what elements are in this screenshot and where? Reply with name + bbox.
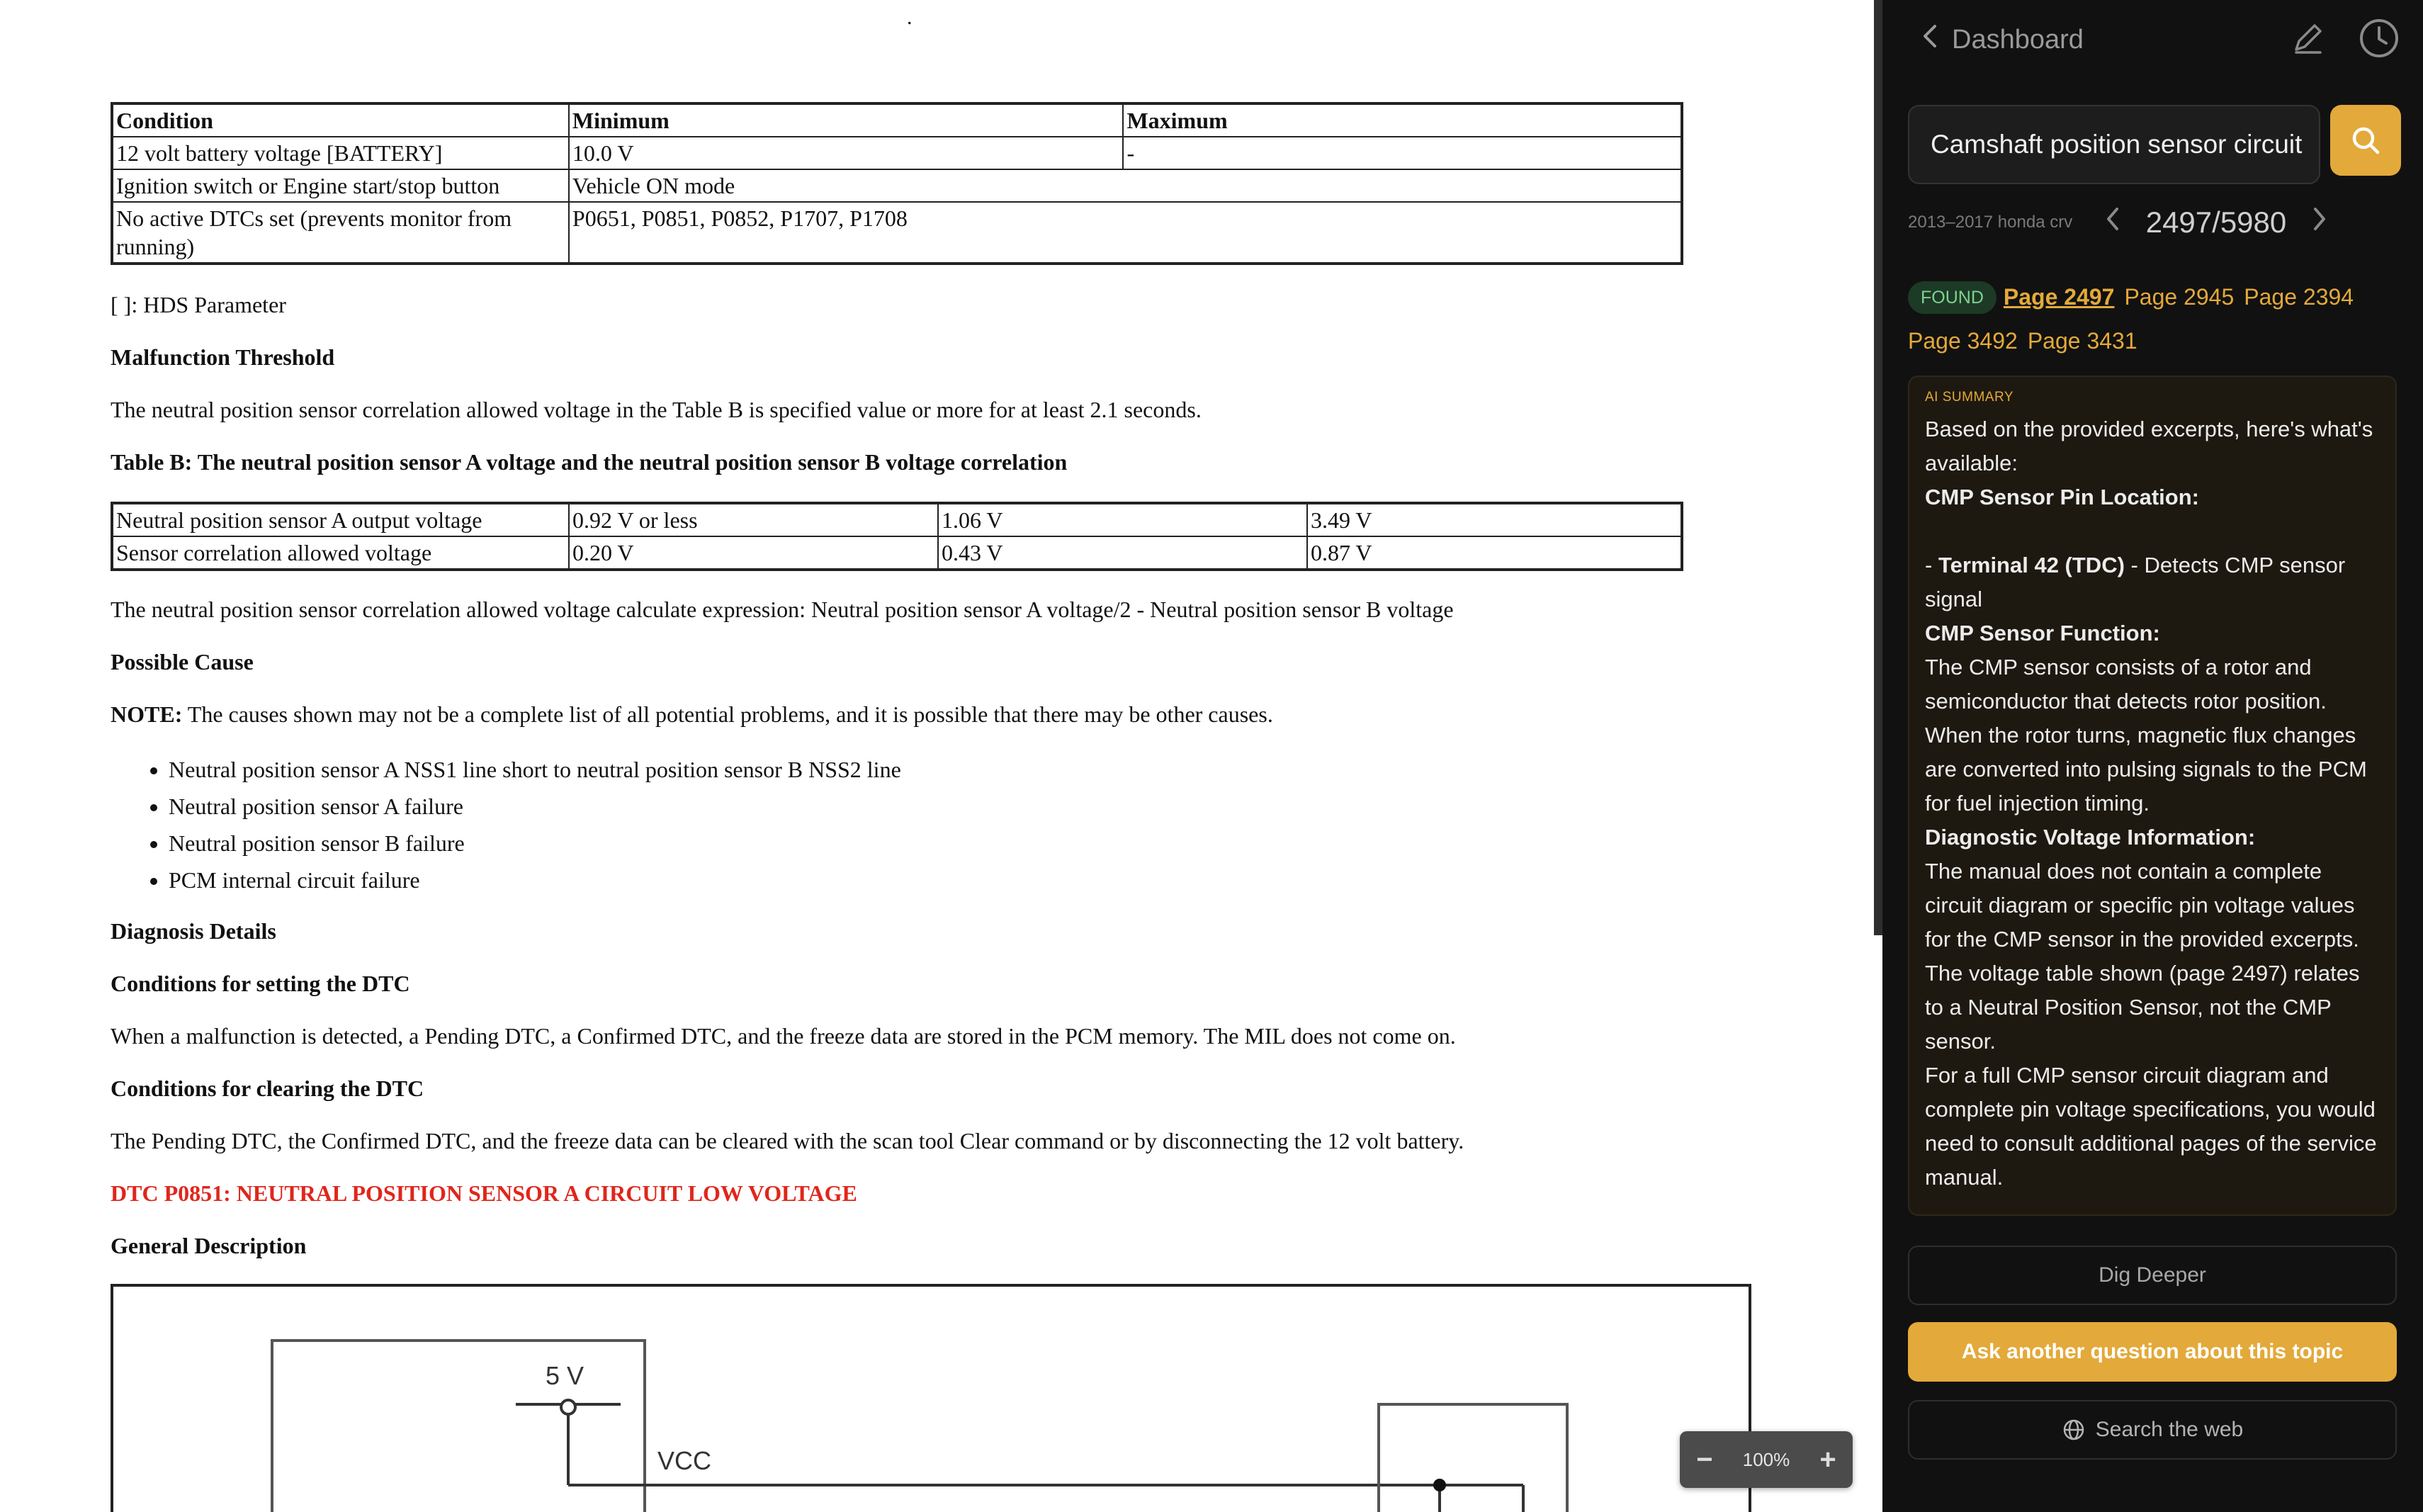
table-cell: 1.06 V [938, 503, 1307, 536]
junction-dot [1433, 1479, 1446, 1491]
manual-title: 2013–2017 honda crv [1908, 213, 2073, 232]
dig-deeper-button[interactable]: Dig Deeper [1908, 1246, 2397, 1305]
search-row [1908, 105, 2397, 184]
search-web-button[interactable] [1908, 1400, 2397, 1460]
label-vcc: VCC [657, 1446, 712, 1475]
sensor-box [1379, 1404, 1567, 1512]
search-box [1908, 105, 2320, 184]
malfunction-text: The neutral position sensor correlation allowed voltage in the Table B is specified value or more for at least 2.1 seconds. [111, 397, 1202, 422]
search-button[interactable] [2330, 105, 2401, 176]
causes-list [111, 751, 901, 898]
summary-paragraph: For a full CMP sensor circuit diagram and complete pin voltage specifications, you would need to consult additional pages of the service manual. [1925, 1063, 2377, 1190]
sidebar-header [1918, 20, 2400, 60]
table-row [112, 137, 1682, 169]
expression-text: The neutral position sensor correlation allowed voltage calculate expression: Neutral position sensor A voltage/2 - Neutral position sensor B voltage [111, 597, 1454, 622]
next-page-button[interactable] [2298, 205, 2340, 241]
table-cell: 0.20 V [569, 536, 938, 570]
page-link[interactable]: Page 2394 [2244, 284, 2354, 310]
table-cell: 10.0 V [569, 137, 1124, 169]
list-item: • Neutral position sensor B failure [169, 825, 901, 862]
list-item: • Neutral position sensor A NSS1 line short to neutral position sensor B NSS2 line [169, 751, 901, 788]
table-cell: 12 volt battery voltage [BATTERY] [112, 137, 569, 169]
zoom-out-button[interactable]: − [1696, 1443, 1713, 1475]
note-label: NOTE: [111, 701, 183, 727]
summary-paragraph: The CMP sensor consists of a rotor and semiconductor that detects rotor position. When the rotor turns, magnetic flux changes are converted into pulsing signals to the PCM for fuel injection timing. [1925, 655, 2367, 816]
table-header: Condition [112, 103, 569, 137]
table-cell: Vehicle ON mode [569, 169, 1682, 202]
edit-button[interactable] [2289, 20, 2326, 60]
hds-note: [ ]: HDS Parameter [111, 292, 286, 317]
found-pages [1908, 275, 2404, 363]
summary-item-bold: Terminal 42 (TDC) [1938, 553, 2125, 577]
search-input[interactable] [1909, 106, 2313, 183]
label-5v: 5 V [546, 1361, 584, 1390]
table-row [112, 169, 1682, 202]
table-row [112, 536, 1682, 570]
table-header: Minimum [569, 103, 1124, 137]
summary-heading: CMP Sensor Function: [1925, 621, 2160, 645]
document-scrollbar[interactable] [1874, 0, 1882, 935]
table-cell: 0.92 V or less [569, 503, 938, 536]
page-link[interactable]: Page 2945 [2124, 284, 2235, 310]
zoom-control [1680, 1431, 1853, 1488]
table-header: Maximum [1123, 103, 1682, 137]
back-label[interactable]: Dashboard [1952, 24, 2084, 55]
summary-intro: Based on the provided excerpts, here's what's available: [1925, 417, 2373, 475]
page-link[interactable]: Page 3431 [2027, 328, 2137, 354]
possible-cause-heading: Possible Cause [111, 649, 254, 675]
note-text: The causes shown may not be a complete list of all potential problems, and it is possible that there may be other causes. [182, 701, 1273, 727]
table-cell: 0.87 V [1307, 536, 1682, 570]
correlation-table [111, 502, 1683, 571]
back-button[interactable] [1918, 21, 1943, 60]
prev-page-button[interactable] [2092, 205, 2135, 241]
summary-heading: CMP Sensor Pin Location: [1925, 485, 2199, 509]
page-marker: . [907, 6, 913, 29]
clock-icon [2359, 18, 2400, 59]
clearing-heading: Conditions for clearing the DTC [111, 1076, 424, 1101]
summary-paragraph: The manual does not contain a complete circuit diagram or specific pin voltage values for the CMP sensor in the provided excerpts. The voltage table shown (page 2497) relates to a Neutral Position Sensor, not the CMP sensor. [1925, 859, 2360, 1054]
table-cell: Sensor correlation allowed voltage [112, 536, 569, 570]
list-item: • PCM internal circuit failure [169, 862, 901, 898]
ai-summary-text [1925, 412, 2380, 1195]
ai-summary-card [1908, 376, 2397, 1216]
setting-heading: Conditions for setting the DTC [111, 971, 410, 996]
chevron-left-icon [1918, 21, 1943, 52]
table-cell: No active DTCs set (prevents monitor from running) [112, 202, 569, 264]
general-description-heading: General Description [111, 1233, 307, 1258]
page-indicator: 2497/5980 [2145, 205, 2287, 239]
vcc-terminal [561, 1400, 575, 1414]
assistant-sidebar [1882, 0, 2423, 1512]
clearing-text: The Pending DTC, the Confirmed DTC, and the freeze data can be cleared with the scan tool Clear command or by disconnecting the 12 volt battery. [111, 1128, 1464, 1153]
search-icon [2349, 124, 2382, 157]
summary-heading: Diagnostic Voltage Information: [1925, 825, 2256, 850]
diagnosis-heading: Diagnosis Details [111, 918, 276, 944]
table-cell: Ignition switch or Engine start/stop button [112, 169, 569, 202]
zoom-in-button[interactable]: + [1819, 1443, 1836, 1475]
page-link[interactable]: Page 3492 [1908, 328, 2018, 354]
list-item: • Neutral position sensor A failure [169, 788, 901, 825]
zoom-level: 100% [1742, 1448, 1790, 1470]
circuit-diagram-svg [113, 1287, 1749, 1512]
table-b-heading: Table B: The neutral position sensor A voltage and the neutral position sensor B voltage correlation [111, 449, 1068, 475]
malfunction-heading: Malfunction Threshold [111, 344, 335, 370]
page-link[interactable]: Page 2497 [2003, 284, 2115, 310]
page-navigator [1908, 200, 2397, 245]
ai-summary-label: AI SUMMARY [1925, 390, 2014, 405]
circuit-diagram [111, 1284, 1751, 1512]
pencil-icon [2289, 20, 2326, 57]
table-cell: 3.49 V [1307, 503, 1682, 536]
history-button[interactable] [2359, 18, 2400, 62]
table-cell: 0.43 V [938, 536, 1307, 570]
summary-item: - Terminal 42 (TDC) - Detects CMP sensor signal [1925, 553, 2346, 611]
ask-another-question-button[interactable]: Ask another question about this topic [1908, 1322, 2397, 1382]
chevron-left-icon [2103, 205, 2124, 233]
table-cell: P0651, P0851, P0852, P1707, P1708 [569, 202, 1682, 264]
table-cell: - [1123, 137, 1682, 169]
table-row [112, 503, 1682, 536]
conditions-table [111, 102, 1683, 265]
setting-text: When a malfunction is detected, a Pending DTC, a Confirmed DTC, and the freeze data are stored in the PCM memory. The MIL does not come on. [111, 1023, 1456, 1049]
summary-item-text: - Detects CMP sensor signal [1925, 553, 2346, 611]
found-badge: FOUND [1908, 281, 1996, 314]
table-row [112, 202, 1682, 264]
summary-spacer [1925, 514, 2380, 548]
search-web-label: Search the web [2095, 1418, 2244, 1441]
header-actions [2289, 18, 2400, 62]
chevron-right-icon [2308, 205, 2329, 233]
table-header-row [112, 103, 1682, 137]
note-paragraph [111, 700, 1273, 728]
table-cell: Neutral position sensor A output voltage [112, 503, 569, 536]
globe-icon [2062, 1418, 2086, 1442]
dtc-title: DTC P0851: NEUTRAL POSITION SENSOR A CIRCUIT LOW VOLTAGE [111, 1180, 857, 1206]
